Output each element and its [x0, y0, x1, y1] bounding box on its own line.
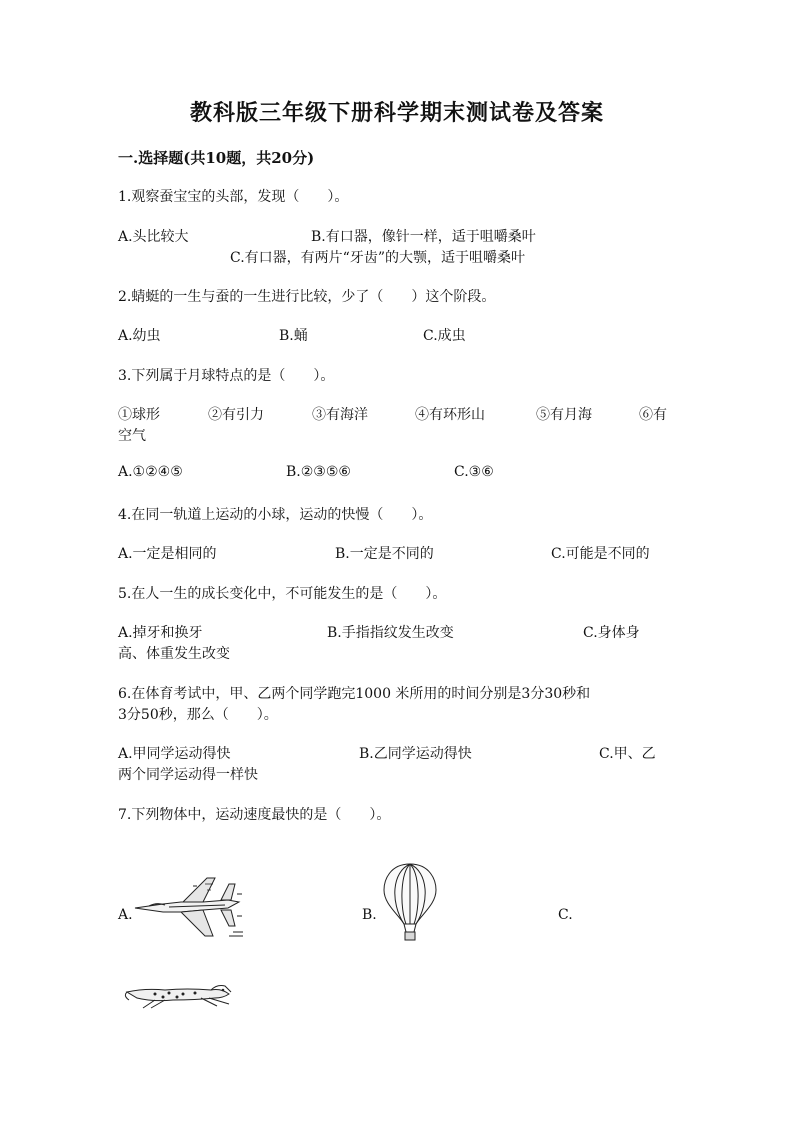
question-6-option-a[interactable]: A.甲同学运动得快	[118, 746, 231, 762]
question-5-option-b[interactable]: B.手指指纹发生改变	[327, 625, 454, 641]
question-2-option-c[interactable]: C.成虫	[423, 328, 466, 344]
question-5-option-c-wrap: 高、体重发生改变	[118, 646, 230, 662]
question-4-stem: 4.在同一轨道上运动的小球，运动的快慢（ ）。	[118, 507, 433, 523]
question-3-item-3: ③有海洋	[312, 407, 368, 423]
question-3-item-5: ⑤有月海	[536, 407, 592, 423]
question-3-item-6-wrap: 空气	[118, 428, 146, 444]
question-6-stem: 6.在体育考试中，甲、乙两个同学跑完1000 米所用的时间分别是3分30秒和	[118, 686, 591, 702]
question-3-item-2: ②有引力	[208, 407, 264, 423]
question-2-option-b[interactable]: B.蛹	[279, 328, 308, 344]
question-2-option-a[interactable]: A.幼虫	[118, 328, 161, 344]
question-3-option-b[interactable]: B.②③⑤⑥	[286, 464, 351, 480]
page-title: 教科版三年级下册科学期末测试卷及答案	[189, 100, 604, 126]
cheetah-image[interactable]	[125, 980, 233, 1010]
question-4-option-c[interactable]: C.可能是不同的	[551, 546, 650, 562]
question-3-item-1: ①球形	[118, 407, 160, 423]
question-7-option-c[interactable]: C.	[558, 907, 573, 923]
question-3-option-c[interactable]: C.③⑥	[454, 464, 494, 480]
question-7-stem: 7.下列物体中，运动速度最快的是（ ）。	[118, 807, 391, 823]
question-1-option-c[interactable]: C.有口器，有两片“牙齿”的大颚，适于咀嚼桑叶	[230, 250, 525, 266]
question-5-option-c[interactable]: C.身体身	[583, 625, 640, 641]
section-heading: 一.选择题(共10题，共20分)	[118, 149, 315, 167]
question-4-option-a[interactable]: A.一定是相同的	[118, 546, 217, 562]
question-2-stem: 2.蜻蜓的一生与蚕的一生进行比较，少了（ ）这个阶段。	[118, 289, 496, 305]
question-6-option-c[interactable]: C.甲、乙	[599, 746, 656, 762]
question-7-option-a[interactable]: A.	[118, 907, 133, 923]
question-1-stem: 1.观察蚕宝宝的头部，发现（ ）。	[118, 189, 349, 205]
fighter-jet-image[interactable]	[133, 872, 243, 940]
question-6-option-c-wrap: 两个同学运动得一样快	[118, 767, 258, 783]
question-3-stem: 3.下列属于月球特点的是（ ）。	[118, 368, 335, 384]
question-5-stem: 5.在人一生的成长变化中，不可能发生的是（ ）。	[118, 586, 447, 602]
question-3-item-4: ④有环形山	[415, 407, 485, 423]
question-1-option-b[interactable]: B.有口器，像针一样，适于咀嚼桑叶	[311, 229, 536, 245]
question-1-option-a[interactable]: A.头比较大	[118, 229, 189, 245]
question-6-option-b[interactable]: B.乙同学运动得快	[359, 746, 472, 762]
hot-air-balloon-image[interactable]	[382, 862, 438, 942]
question-5-option-a[interactable]: A.掉牙和换牙	[118, 625, 203, 641]
question-6-stem-line2: 3分50秒，那么（ ）。	[118, 707, 278, 723]
question-7-option-b[interactable]: B.	[362, 907, 377, 923]
question-3-item-6: ⑥有	[639, 407, 667, 423]
question-3-option-a[interactable]: A.①②④⑤	[118, 464, 183, 480]
question-4-option-b[interactable]: B.一定是不同的	[335, 546, 434, 562]
